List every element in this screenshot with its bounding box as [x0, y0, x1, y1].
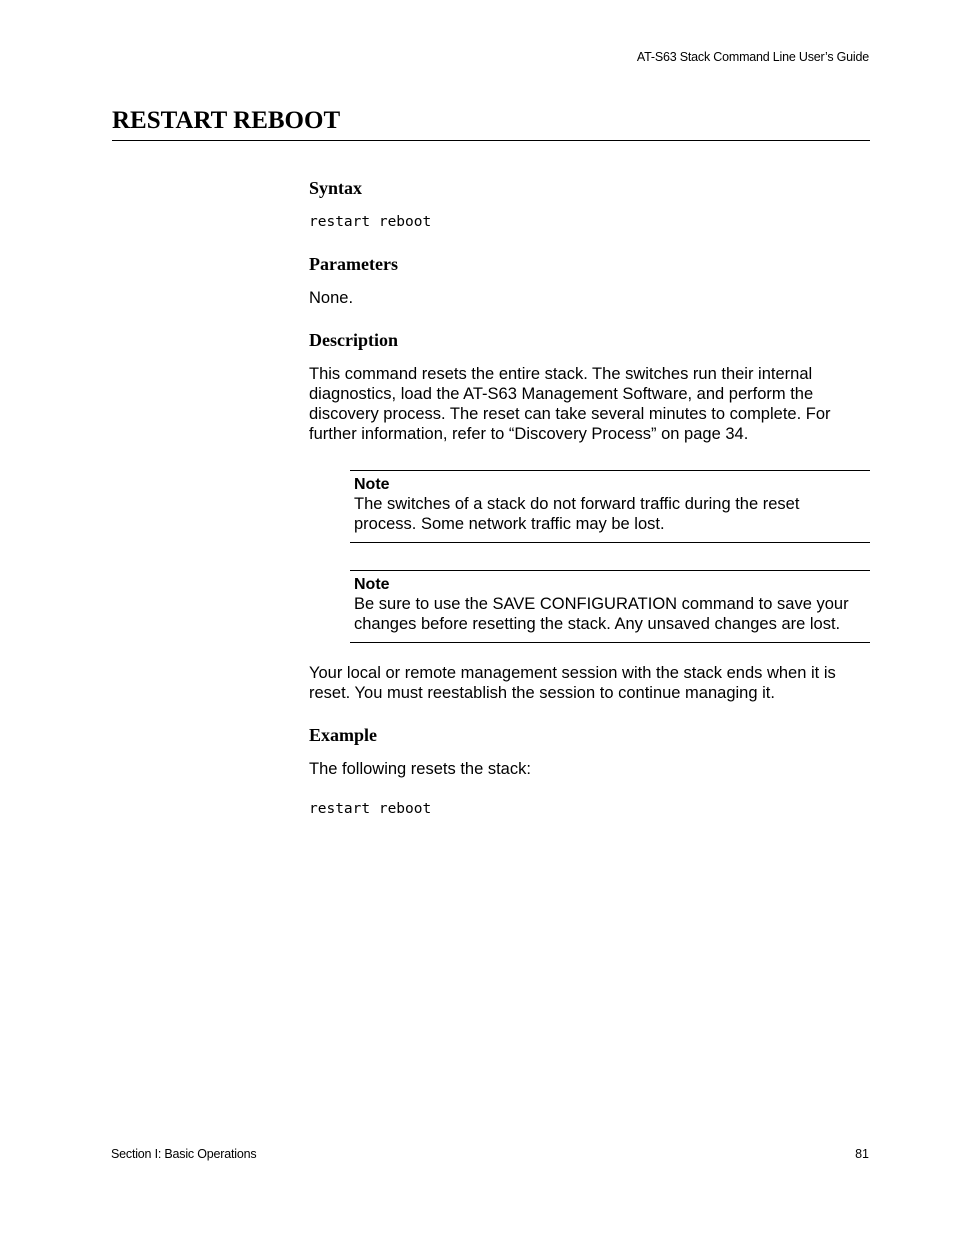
footer-page-number: 81 — [855, 1147, 869, 1161]
description-heading: Description — [309, 330, 398, 350]
note-label: Note — [354, 576, 390, 593]
example-text: The following resets the stack: — [309, 760, 531, 778]
parameters-heading: Parameters — [309, 254, 398, 274]
running-header: AT-S63 Stack Command Line User’s Guide — [636, 50, 869, 64]
note-text: Be sure to use the SAVE CONFIGURATION command to save your changes before resetting the stack. Any unsaved changes are lost. — [354, 595, 849, 633]
parameters-text: None. — [309, 289, 354, 307]
note-text: The switches of a stack do not forward traffic during the reset process. Some network traffic may be lost. — [354, 495, 800, 533]
note-box — [350, 570, 870, 643]
example-heading: Example — [309, 725, 378, 745]
description-text: This command resets the entire stack. The switches run their internal diagnostics, load the AT-S63 Management Software, and perform the discovery process. The reset can take several minutes to complete. For further information, refer to “Discovery Process” on page 34. — [309, 365, 831, 443]
note-box — [350, 470, 870, 543]
title-divider — [112, 140, 870, 141]
example-code: restart reboot — [309, 801, 432, 817]
syntax-heading: Syntax — [309, 178, 363, 198]
syntax-code: restart reboot — [309, 214, 432, 230]
session-text: Your local or remote management session with the stack ends when it is reset. You must reestablish the session to continue managing it. — [309, 664, 836, 702]
note-label: Note — [354, 476, 390, 493]
page-title: RESTART REBOOT — [112, 107, 341, 134]
main-content — [309, 176, 870, 839]
footer-section-label: Section I: Basic Operations — [111, 1147, 257, 1161]
